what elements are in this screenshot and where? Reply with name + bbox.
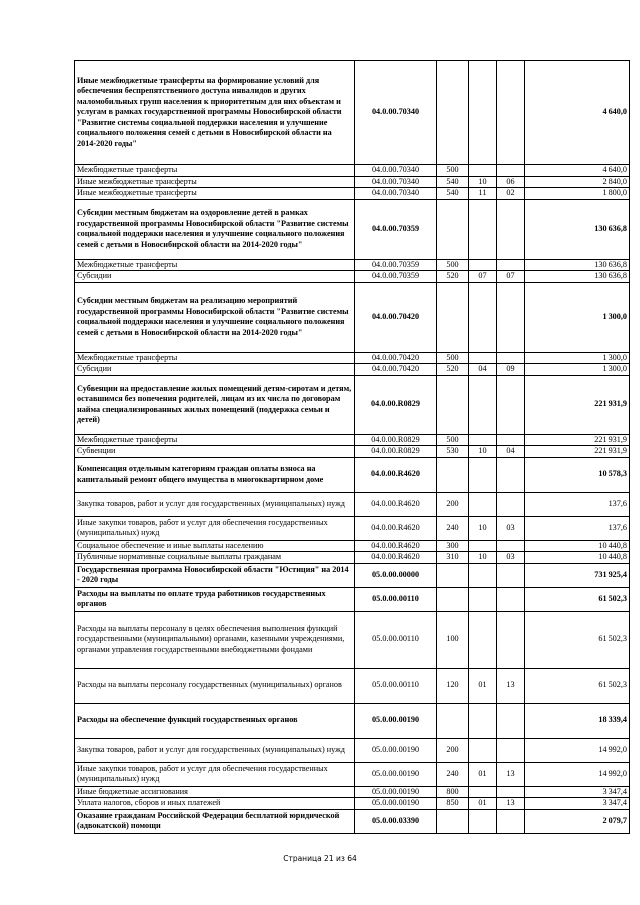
row-expense-type-cell: 530	[437, 446, 469, 458]
row-subsection-cell	[497, 492, 525, 516]
row-expense-type-cell: 520	[437, 271, 469, 283]
row-amount-cell: 1 300,0	[525, 364, 630, 376]
table-row	[75, 176, 630, 188]
row-code-cell: 04.0.00.R4620	[355, 492, 437, 516]
row-amount-cell: 137,6	[525, 492, 630, 516]
row-code-cell: 04.0.00.70420	[355, 352, 437, 364]
row-subsection-cell	[497, 563, 525, 587]
row-amount-cell: 130 636,8	[525, 271, 630, 283]
row-expense-type-cell: 500	[437, 352, 469, 364]
row-section-cell	[469, 809, 497, 833]
row-code-cell: 04.0.00.R0829	[355, 375, 437, 434]
row-section-cell: 10	[469, 446, 497, 458]
row-section-cell: 10	[469, 552, 497, 564]
table-row	[75, 282, 630, 352]
row-code-cell: 05.0.00.03390	[355, 809, 437, 833]
row-name-cell: Иные закупки товаров, работ и услуг для обеспечения государственных (муниципальных) нужд	[75, 516, 355, 540]
row-expense-type-cell: 500	[437, 259, 469, 271]
row-amount-cell: 130 636,8	[525, 199, 630, 259]
row-code-cell: 04.0.00.70340	[355, 176, 437, 188]
row-code-cell: 04.0.00.70420	[355, 364, 437, 376]
row-section-cell	[469, 199, 497, 259]
row-code-cell: 05.0.00.00190	[355, 762, 437, 786]
budget-table-body	[75, 61, 630, 834]
row-subsection-cell	[497, 786, 525, 798]
row-code-cell: 04.0.00.70420	[355, 282, 437, 352]
row-section-cell	[469, 165, 497, 177]
row-subsection-cell: 06	[497, 176, 525, 188]
row-subsection-cell	[497, 703, 525, 738]
row-name-cell: Межбюджетные трансферты	[75, 434, 355, 446]
row-amount-cell: 61 502,3	[525, 668, 630, 703]
row-expense-type-cell	[437, 563, 469, 587]
table-row	[75, 703, 630, 738]
row-name-cell: Иные межбюджетные трансферты	[75, 176, 355, 188]
row-code-cell: 05.0.00.00110	[355, 668, 437, 703]
row-section-cell	[469, 259, 497, 271]
row-expense-type-cell	[437, 61, 469, 165]
row-expense-type-cell: 500	[437, 434, 469, 446]
row-name-cell: Иные межбюджетные трансферты	[75, 188, 355, 200]
row-name-cell: Оказание гражданам Российской Федерации бесплатной юридической (адвокатской) помощи	[75, 809, 355, 833]
row-amount-cell: 61 502,3	[525, 611, 630, 668]
row-amount-cell: 2 079,7	[525, 809, 630, 833]
row-name-cell: Субсидии	[75, 271, 355, 283]
row-section-cell	[469, 738, 497, 762]
row-subsection-cell	[497, 61, 525, 165]
row-expense-type-cell: 240	[437, 516, 469, 540]
row-amount-cell: 14 992,0	[525, 762, 630, 786]
row-subsection-cell	[497, 809, 525, 833]
row-section-cell: 11	[469, 188, 497, 200]
row-section-cell: 01	[469, 762, 497, 786]
row-name-cell: Уплата налогов, сборов и иных платежей	[75, 798, 355, 810]
row-name-cell: Субсидии	[75, 364, 355, 376]
row-section-cell	[469, 61, 497, 165]
row-subsection-cell	[497, 738, 525, 762]
row-code-cell: 04.0.00.R4620	[355, 552, 437, 564]
row-name-cell: Закупка товаров, работ и услуг для государственных (муниципальных) нужд	[75, 492, 355, 516]
row-amount-cell: 14 992,0	[525, 738, 630, 762]
row-name-cell: Межбюджетные трансферты	[75, 259, 355, 271]
row-name-cell: Публичные нормативные социальные выплаты гражданам	[75, 552, 355, 564]
row-name-cell: Субвенции	[75, 446, 355, 458]
row-expense-type-cell	[437, 199, 469, 259]
row-subsection-cell	[497, 199, 525, 259]
row-name-cell: Социальное обеспечение и иные выплаты населению	[75, 540, 355, 552]
row-code-cell: 05.0.00.00110	[355, 611, 437, 668]
row-code-cell: 05.0.00.00190	[355, 738, 437, 762]
row-subsection-cell: 13	[497, 762, 525, 786]
row-expense-type-cell: 540	[437, 188, 469, 200]
row-expense-type-cell	[437, 703, 469, 738]
row-amount-cell: 137,6	[525, 516, 630, 540]
row-section-cell	[469, 563, 497, 587]
row-amount-cell: 2 840,0	[525, 176, 630, 188]
table-row	[75, 199, 630, 259]
row-section-cell: 01	[469, 668, 497, 703]
table-row	[75, 61, 630, 165]
table-row	[75, 434, 630, 446]
table-row	[75, 587, 630, 611]
row-code-cell: 04.0.00.70359	[355, 199, 437, 259]
row-section-cell	[469, 611, 497, 668]
row-code-cell: 04.0.00.70359	[355, 271, 437, 283]
row-section-cell	[469, 540, 497, 552]
table-row	[75, 352, 630, 364]
row-subsection-cell: 13	[497, 798, 525, 810]
row-name-cell: Иные бюджетные ассигнования	[75, 786, 355, 798]
table-row	[75, 809, 630, 833]
table-row	[75, 668, 630, 703]
table-row	[75, 611, 630, 668]
row-section-cell	[469, 282, 497, 352]
row-name-cell: Расходы на выплаты персоналу государственных (муниципальных) органов	[75, 668, 355, 703]
row-expense-type-cell	[437, 375, 469, 434]
row-name-cell: Закупка товаров, работ и услуг для государственных (муниципальных) нужд	[75, 738, 355, 762]
row-code-cell: 04.0.00.70359	[355, 259, 437, 271]
row-name-cell: Субсидии местным бюджетам на реализацию мероприятий государственной программы Новосибирской области "Развитие системы социальной поддержки населения и улучшение социального положения семей с детьми в Новосибирской области на 2014-2020 годы"	[75, 282, 355, 352]
table-row	[75, 786, 630, 798]
row-code-cell: 04.0.00.70340	[355, 188, 437, 200]
row-expense-type-cell: 850	[437, 798, 469, 810]
row-name-cell: Государственная программа Новосибирской области "Юстиция" на 2014 - 2020 годы	[75, 563, 355, 587]
table-row	[75, 271, 630, 283]
row-subsection-cell: 09	[497, 364, 525, 376]
table-row	[75, 563, 630, 587]
row-section-cell: 07	[469, 271, 497, 283]
row-amount-cell: 10 440,8	[525, 540, 630, 552]
row-subsection-cell: 02	[497, 188, 525, 200]
row-name-cell: Иные закупки товаров, работ и услуг для обеспечения государственных (муниципальных) нужд	[75, 762, 355, 786]
budget-table	[74, 60, 630, 834]
row-amount-cell: 3 347,4	[525, 798, 630, 810]
row-subsection-cell: 04	[497, 446, 525, 458]
row-amount-cell: 10 440,8	[525, 552, 630, 564]
row-expense-type-cell: 100	[437, 611, 469, 668]
table-row	[75, 165, 630, 177]
row-amount-cell: 3 347,4	[525, 786, 630, 798]
table-row	[75, 762, 630, 786]
row-section-cell: 01	[469, 798, 497, 810]
row-expense-type-cell: 540	[437, 176, 469, 188]
row-amount-cell: 221 931,9	[525, 446, 630, 458]
row-code-cell: 05.0.00.00110	[355, 587, 437, 611]
row-subsection-cell	[497, 375, 525, 434]
row-amount-cell: 731 925,4	[525, 563, 630, 587]
table-row	[75, 457, 630, 492]
row-code-cell: 05.0.00.00190	[355, 703, 437, 738]
table-row	[75, 516, 630, 540]
table-row	[75, 188, 630, 200]
row-amount-cell: 221 931,9	[525, 375, 630, 434]
row-expense-type-cell	[437, 282, 469, 352]
row-name-cell: Субвенции на предоставление жилых помещений детям-сиротам и детям, оставшимся без попечения родителей, лицам из их числа по договорам найма специализированных жилых помещений (поддержка семьи и детей)	[75, 375, 355, 434]
row-section-cell	[469, 587, 497, 611]
row-amount-cell: 1 800,0	[525, 188, 630, 200]
row-amount-cell: 221 931,9	[525, 434, 630, 446]
row-subsection-cell	[497, 540, 525, 552]
row-amount-cell: 4 640,0	[525, 61, 630, 165]
row-expense-type-cell: 500	[437, 165, 469, 177]
row-subsection-cell: 03	[497, 516, 525, 540]
table-row	[75, 552, 630, 564]
row-code-cell: 05.0.00.00190	[355, 786, 437, 798]
row-subsection-cell: 13	[497, 668, 525, 703]
row-subsection-cell	[497, 457, 525, 492]
row-expense-type-cell	[437, 457, 469, 492]
row-amount-cell: 1 300,0	[525, 352, 630, 364]
page-footer: Страница 21 из 64	[283, 854, 357, 863]
row-expense-type-cell: 800	[437, 786, 469, 798]
row-name-cell: Иные межбюджетные трансферты на формирование условий для обеспечения беспрепятственного доступа инвалидов и других маломобильных групп населения к приоритетным для них объектам и услугам в рамках государственной программы Новосибирской области "Развитие системы социальной поддержки населения и улучшение социального положения семей с детьми в Новосибирской области на 2014-2020 годы"	[75, 61, 355, 165]
row-section-cell	[469, 434, 497, 446]
table-row	[75, 738, 630, 762]
row-subsection-cell	[497, 282, 525, 352]
row-expense-type-cell: 240	[437, 762, 469, 786]
row-expense-type-cell	[437, 809, 469, 833]
row-name-cell: Компенсация отдельным категориям граждан оплаты взноса на капитальный ремонт общего имущества в многоквартирном доме	[75, 457, 355, 492]
row-name-cell: Субсидии местным бюджетам на оздоровление детей в рамках государственной программы Новосибирской области "Развитие системы социальной поддержки населения и улучшение социального положения семей с детьми в Новосибирской области на 2014-2020 годы"	[75, 199, 355, 259]
row-subsection-cell	[497, 587, 525, 611]
row-subsection-cell: 07	[497, 271, 525, 283]
row-code-cell: 04.0.00.R4620	[355, 540, 437, 552]
row-code-cell: 04.0.00.R0829	[355, 446, 437, 458]
row-subsection-cell	[497, 259, 525, 271]
row-code-cell: 05.0.00.00190	[355, 798, 437, 810]
row-subsection-cell	[497, 434, 525, 446]
row-code-cell: 04.0.00.R0829	[355, 434, 437, 446]
row-subsection-cell	[497, 352, 525, 364]
row-subsection-cell	[497, 165, 525, 177]
row-expense-type-cell	[437, 587, 469, 611]
table-row	[75, 798, 630, 810]
row-expense-type-cell: 120	[437, 668, 469, 703]
row-name-cell: Расходы на выплаты персоналу в целях обеспечения выполнения функций государственными (муниципальными) органами, казенными учреждениями, органами управления государственными внебюджетными фондами	[75, 611, 355, 668]
row-amount-cell: 10 578,3	[525, 457, 630, 492]
budget-table-sheet	[74, 60, 629, 834]
row-amount-cell: 1 300,0	[525, 282, 630, 352]
row-expense-type-cell: 520	[437, 364, 469, 376]
row-expense-type-cell: 200	[437, 738, 469, 762]
row-code-cell: 04.0.00.R4620	[355, 457, 437, 492]
row-expense-type-cell: 300	[437, 540, 469, 552]
row-name-cell: Межбюджетные трансферты	[75, 352, 355, 364]
table-row	[75, 259, 630, 271]
row-expense-type-cell: 200	[437, 492, 469, 516]
table-row	[75, 364, 630, 376]
table-row	[75, 375, 630, 434]
row-section-cell	[469, 703, 497, 738]
row-section-cell: 10	[469, 176, 497, 188]
row-name-cell: Расходы на выплаты по оплате труда работников государственных органов	[75, 587, 355, 611]
row-section-cell	[469, 786, 497, 798]
row-code-cell: 05.0.00.00000	[355, 563, 437, 587]
row-subsection-cell	[497, 611, 525, 668]
row-section-cell	[469, 492, 497, 516]
row-section-cell	[469, 352, 497, 364]
row-amount-cell: 61 502,3	[525, 587, 630, 611]
row-section-cell: 10	[469, 516, 497, 540]
row-section-cell	[469, 457, 497, 492]
row-section-cell	[469, 375, 497, 434]
row-name-cell: Межбюджетные трансферты	[75, 165, 355, 177]
row-name-cell: Расходы на обеспечение функций государственных органов	[75, 703, 355, 738]
row-amount-cell: 18 339,4	[525, 703, 630, 738]
row-amount-cell: 4 640,0	[525, 165, 630, 177]
row-code-cell: 04.0.00.R4620	[355, 516, 437, 540]
row-section-cell: 04	[469, 364, 497, 376]
row-amount-cell: 130 636,8	[525, 259, 630, 271]
row-code-cell: 04.0.00.70340	[355, 165, 437, 177]
row-code-cell: 04.0.00.70340	[355, 61, 437, 165]
table-row	[75, 446, 630, 458]
row-expense-type-cell: 310	[437, 552, 469, 564]
table-row	[75, 492, 630, 516]
row-subsection-cell: 03	[497, 552, 525, 564]
table-row	[75, 540, 630, 552]
